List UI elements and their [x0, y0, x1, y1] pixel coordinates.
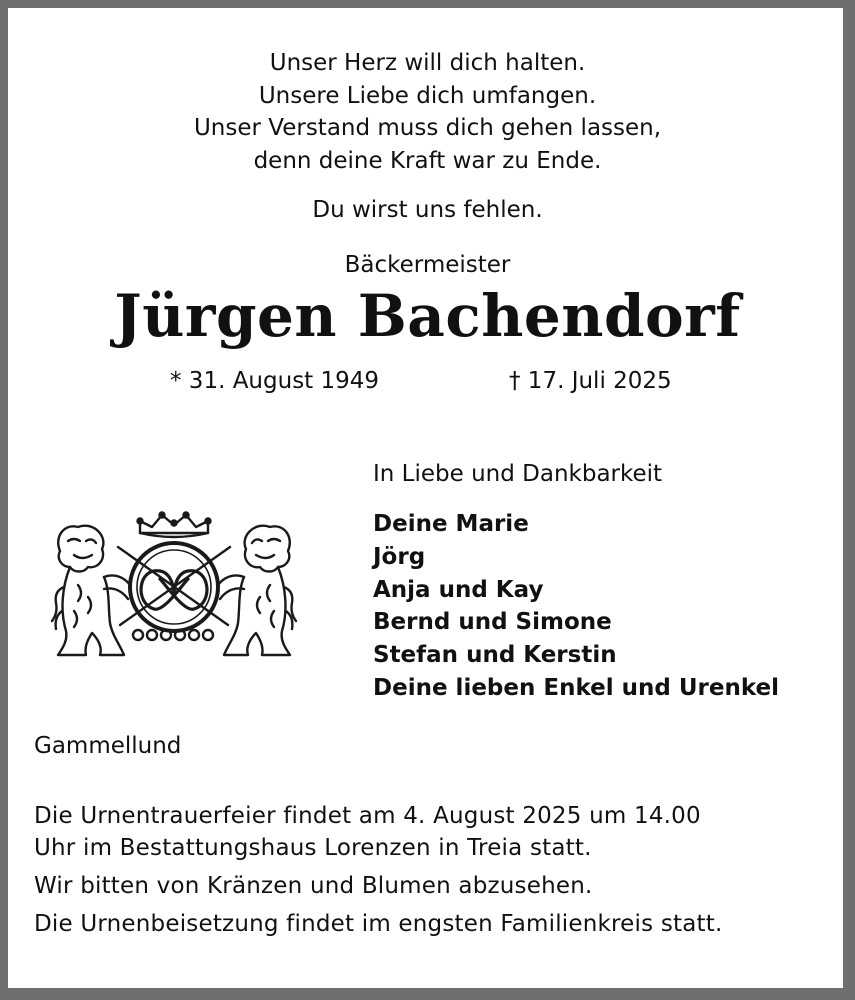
- family-member: Deine Marie: [373, 511, 529, 537]
- closing-line: Du wirst uns fehlen.: [312, 197, 543, 223]
- bakers-guild-crest-icon: [48, 507, 300, 662]
- poem: [0, 47, 855, 177]
- deceased-name: Jürgen Bachendorf: [114, 282, 741, 350]
- poem-line: Unser Verstand muss dich gehen lassen,: [193, 115, 662, 141]
- poem-line: Unsere Liebe dich umfangen.: [258, 82, 597, 109]
- family-member: Deine lieben Enkel und Urenkel: [373, 674, 779, 701]
- family-list: [373, 508, 779, 705]
- note-line: Die Urnentrauerfeier findet am 4. August 2025 um 14.00: [34, 803, 701, 829]
- family-member: Anja und Kay: [373, 576, 544, 603]
- signature-intro: In Liebe und Dankbarkeit: [373, 461, 663, 487]
- note-line: Die Urnenbeisetzung findet im engsten Familienkreis statt.: [34, 911, 723, 937]
- family-member: Stefan und Kerstin: [373, 642, 617, 669]
- deceased-title: Bäckermeister: [344, 252, 511, 278]
- note-line: Wir bitten von Kränzen und Blumen abzusehen.: [34, 873, 593, 899]
- poem-line: denn deine Kraft war zu Ende.: [253, 147, 602, 174]
- family-member: Bernd und Simone: [373, 609, 612, 636]
- family-member: Jörg: [373, 543, 426, 570]
- note-line: Uhr im Bestattungshaus Lorenzen in Treia statt.: [34, 835, 592, 861]
- place: Gammellund: [34, 733, 182, 759]
- birth-date: * 31. August 1949: [170, 368, 380, 394]
- death-date: † 17. Juli 2025: [509, 368, 672, 394]
- poem-line: Unser Herz will dich halten.: [269, 50, 586, 76]
- funeral-notes: [34, 800, 722, 940]
